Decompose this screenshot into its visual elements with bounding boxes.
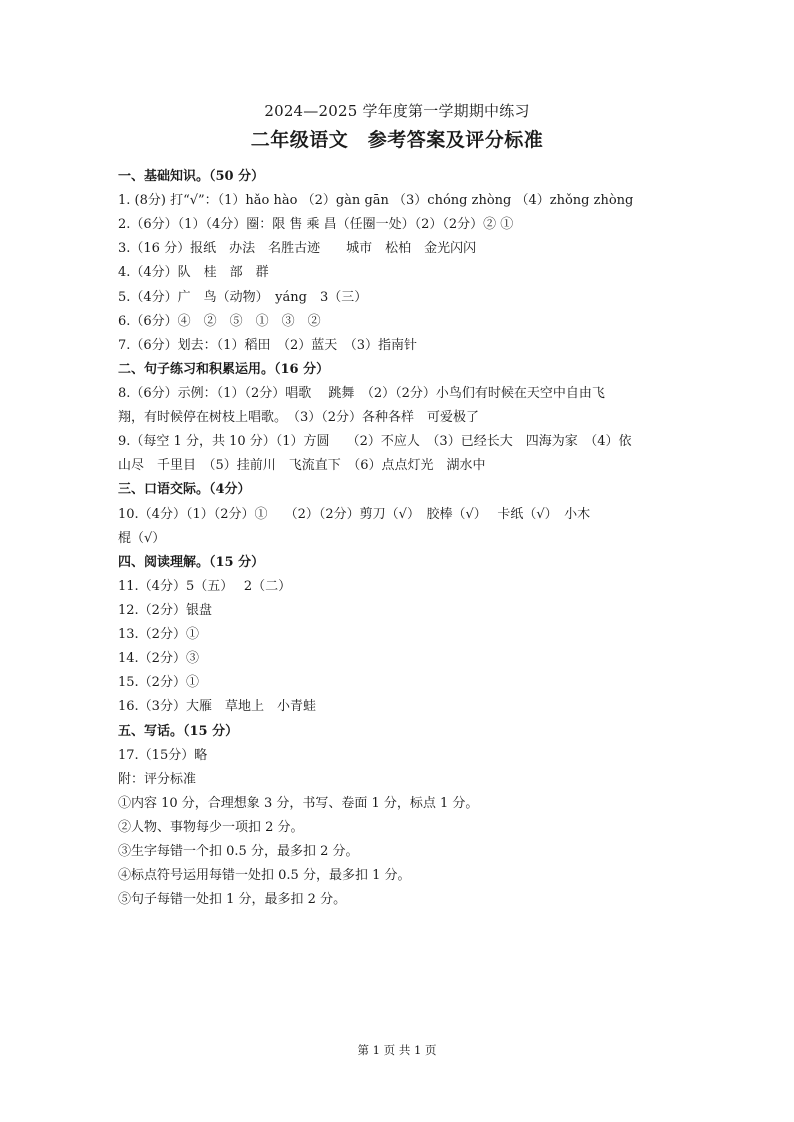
section-heading: 一、基础知识。（50 分） — [118, 169, 265, 184]
answer-line: 翔，有时候停在树枝上唱歌。 （3）（2分）各种各样 可爱极了 — [118, 410, 480, 426]
section-heading: 五、写话。（15 分） — [118, 723, 239, 739]
section-heading: 四、阅读理解。（15 分） — [118, 554, 265, 570]
section-heading: 二、句子练习和积累运用。（16 分） — [118, 361, 330, 377]
answer-line: 15.（2分）① — [118, 675, 199, 691]
answer-line: 棍（√） — [118, 530, 166, 546]
answer-line: 11.（4分）5（五） 2（二） — [118, 578, 292, 594]
answer-line: 3.（16 分）报纸 办法 名胜古迹 城市 松柏 金光闪闪 — [118, 241, 477, 257]
answer-line: 13.（2分）① — [118, 627, 199, 643]
answer-line: 4.（4分）队 桂 部 群 — [118, 265, 269, 281]
section-heading: 三、口语交际。（4分） — [118, 482, 251, 498]
answer-line: 2.（6分）（1）（4分）圈：限 售 乘 昌（任圈一处）（2）（2分）② ① — [118, 217, 514, 233]
answer-line: 6.（6分）④ ② ⑤ ① ③ ② — [118, 313, 321, 329]
answer-line: ①内容 10 分，合理想象 3 分，书写、卷面 1 分，标点 1 分。 — [118, 795, 479, 811]
answer-line: ④标点符号运用每错一处扣 0.5 分，最多扣 1 分。 — [118, 868, 411, 884]
answer-line: 附：评分标准 — [118, 771, 197, 787]
answer-line: 8.（6分）示例：（1）（2分）唱歌 跳舞 （2）（2分）小鸟们有时候在天空中自由飞 — [118, 385, 605, 401]
answer-line: 12.（2分）银盘 — [118, 602, 212, 618]
answer-line: 16.（3分）大雁 草地上 小青蛙 — [118, 699, 316, 715]
answer-line: ②人物、事物每少一项扣 2 分。 — [118, 819, 304, 835]
answer-line: 14.（2分）③ — [118, 651, 199, 667]
answer-line: 5.（4分）广 鸟（动物） yáng 3（三） — [118, 289, 368, 305]
answer-line: ③生字每错一个扣 0.5 分，最多扣 2 分。 — [118, 844, 359, 860]
answer-line: 9.（每空 1 分，共 10 分）（1）方圆 （2）不应人 （3）已经长大 四海为家 （4）依 — [118, 434, 632, 450]
answer-line: 1. (8分) 打“√”：（1）hǎo hào （2）gàn gān （3）chóng zhòng （4）zhǒng zhòng — [118, 193, 634, 209]
document-title-term: 2024—2025 学年度第一学期期中练习 — [264, 102, 530, 120]
answer-line: 10.（4分）（1）（2分）① （2）（2分）剪刀（√） 胶棒（√） 卡纸（√） 小木 — [118, 506, 591, 522]
answer-line: 7.（6分）划去：（1）稻田 （2）蓝天 （3）指南针 — [118, 337, 417, 353]
answer-content — [118, 165, 678, 912]
page-number-footer: 第 1 页 共 1 页 — [357, 1043, 437, 1057]
answer-line: 山尽 千里目 （5）挂前川 飞流直下 （6）点点灯光 湖水中 — [118, 458, 486, 474]
answer-line: ⑤句子每错一处扣 1 分，最多扣 2 分。 — [118, 892, 347, 908]
answer-line: 17.（15分）略 — [118, 747, 208, 763]
document-title-subject: 二年级语文 参考答案及评分标准 — [250, 129, 544, 151]
